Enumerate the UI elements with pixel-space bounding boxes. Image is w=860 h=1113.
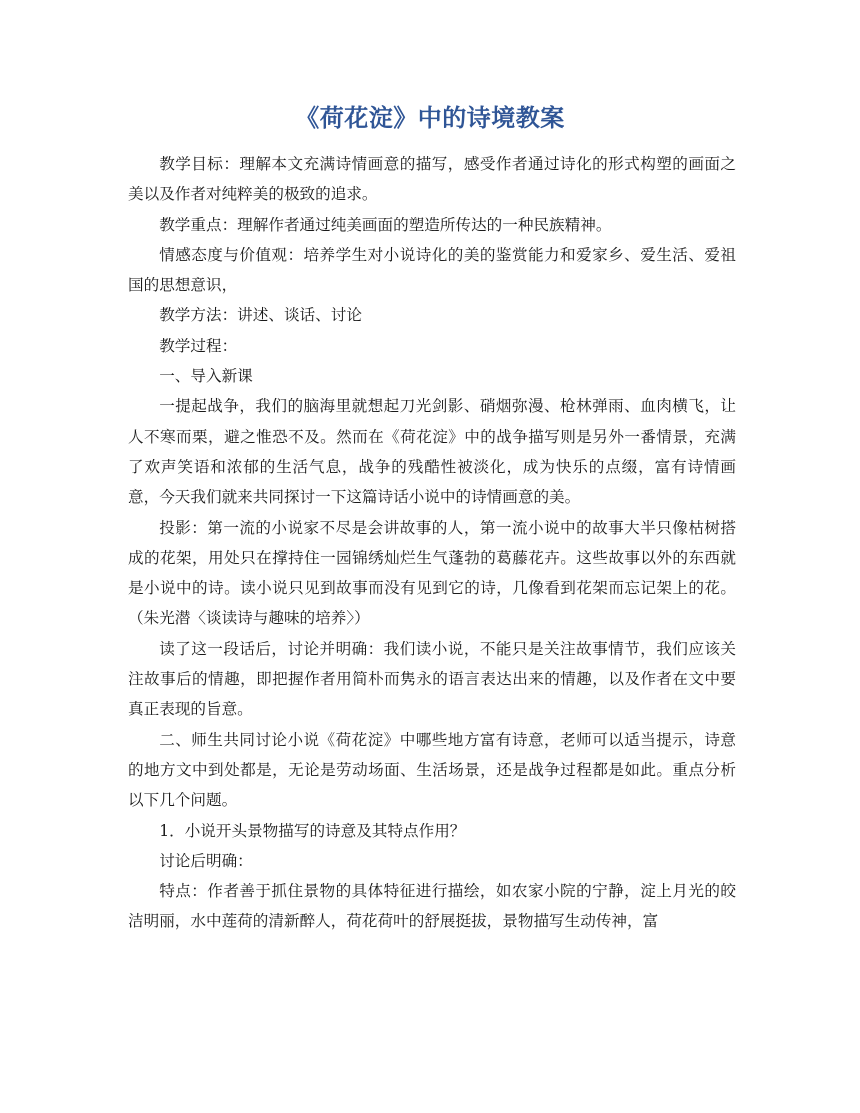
- document-body: [128, 149, 736, 937]
- paragraph-discussion: 读了这一段话后，讨论并明确：我们读小说，不能只是关注故事情节，我们应该关注故事后的情趣，即把握作者用简朴而隽永的语言表达出来的情趣，以及作者在文中要真正表现的旨意。: [128, 639, 736, 719]
- question-1: 1．小说开头景物描写的诗意及其特点作用？: [159, 821, 466, 840]
- paragraph-teaching-process: 教学过程：: [159, 336, 238, 355]
- paragraph-emotion-values: 情感态度与价值观：培养学生对小说诗化的美的鉴赏能力和爱家乡、爱生活、爱祖国的思想意识，: [128, 245, 736, 295]
- section-heading-intro: 一、导入新课: [159, 367, 253, 386]
- document-title: 《荷花淀》中的诗境教案: [295, 103, 565, 132]
- paragraph-features: 特点：作者善于抓住景物的具体特征进行描绘，如农家小院的宁静，淀上月光的皎洁明丽，水中莲荷的清新醉人，荷花荷叶的舒展挺拔，景物描写生动传神，富: [128, 882, 736, 931]
- paragraph-after-discussion: 讨论后明确：: [159, 851, 253, 870]
- section-heading-discussion: 二、师生共同讨论小说《荷花淀》中哪些地方富有诗意，老师可以适当提示，诗意的地方文中到处都是，无论是劳动场面、生活场景，还是战争过程都是如此。重点分析以下几个问题。: [128, 730, 736, 810]
- paragraph-teaching-method: 教学方法：讲述、谈话、讨论: [159, 306, 362, 325]
- paragraph-teaching-focus: 教学重点：理解作者通过纯美画面的塑造所传达的一种民族精神。: [159, 215, 612, 234]
- paragraph-teaching-goal: 教学目标：理解本文充满诗情画意的描写，感受作者通过诗化的形式构塑的画面之美以及作者对纯粹美的极致的追求。: [128, 155, 736, 204]
- paragraph-intro-text: 一提起战争，我们的脑海里就想起刀光剑影、硝烟弥漫、枪林弹雨、血肉横飞，让人不寒而栗，避之惟恐不及。然而在《荷花淀》中的战争描写则是另外一番情景，充满了欢声笑语和浓郁的生活气息，战争的残酷性被淡化，成为快乐的点缀，富有诗情画意，今天我们就来共同探讨一下这篇诗话小说中的诗情画意的美。: [128, 397, 736, 507]
- paragraph-projection-quote: 投影：第一流的小说家不尽是会讲故事的人，第一流小说中的故事大半只像枯树搭成的花架，用处只在撑持住一园锦绣灿烂生气蓬勃的葛藤花卉。这些故事以外的东西就是小说中的诗。读小说只见到故事而没有见到它的诗，几像看到花架而忘记架上的花。（朱光潜〈谈读诗与趣味的培养〉）: [128, 518, 736, 628]
